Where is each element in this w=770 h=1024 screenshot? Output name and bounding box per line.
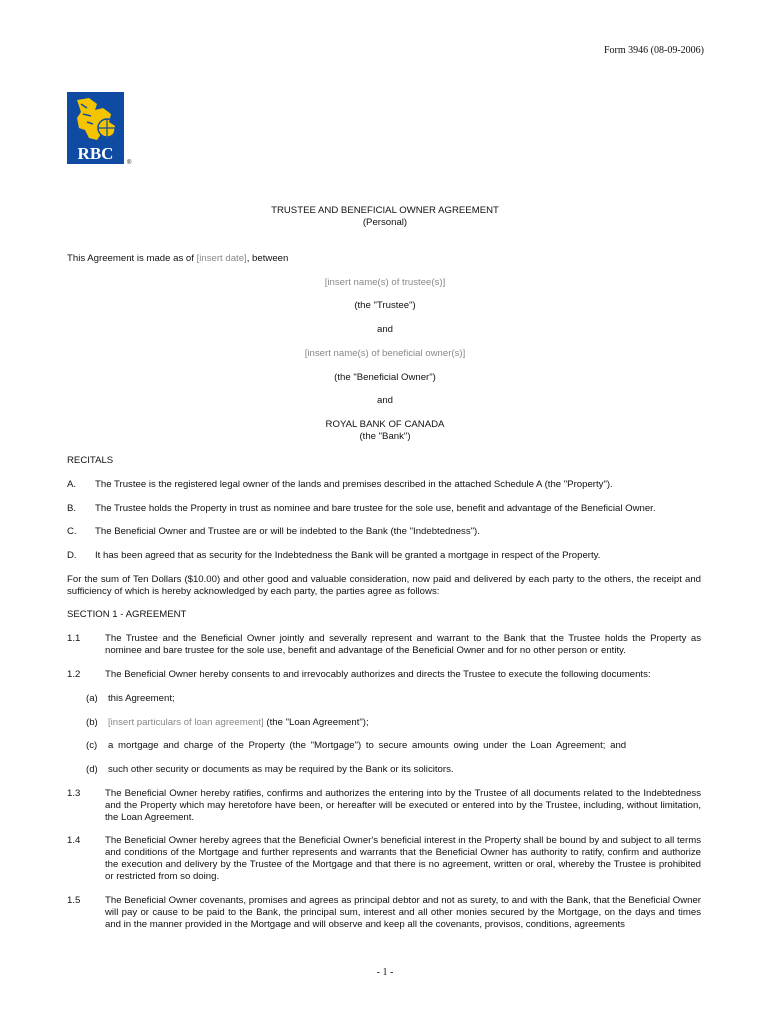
sub-d-label: (d) (86, 764, 98, 775)
sub-d-text: such other security or documents as may be required by the Bank or its solicitors. (108, 764, 454, 775)
rbc-lion-shield-icon (67, 92, 133, 170)
registered-mark: ® (127, 160, 132, 166)
section-1-heading: SECTION 1 - AGREEMENT (67, 609, 187, 620)
bank-name: ROYAL BANK OF CANADA (325, 419, 445, 430)
agreement-title (0, 205, 770, 229)
clause-1-1-number: 1.1 (67, 633, 81, 644)
page-number: - 1 - (376, 967, 394, 978)
title-line-2: (Personal) (362, 217, 408, 228)
recital-c-letter: C. (67, 526, 77, 537)
recital-a-text: The Trustee is the registered legal owner of the lands and premises described in the attached Schedule A (the "Property"). (95, 479, 613, 490)
trustee-label: (the "Trustee") (354, 300, 416, 311)
trustee-placeholder: [insert name(s) of trustee(s)] (324, 277, 446, 288)
rbc-logo (67, 92, 133, 170)
clause-1-2-text: The Beneficial Owner hereby consents to and irrevocably authorizes and directs the Trustee to execute the following documents: (105, 669, 651, 680)
clause-1-3-number: 1.3 (67, 788, 81, 799)
form-number: Form 3946 (08-09-2006) (604, 45, 704, 56)
sub-a-text: this Agreement; (108, 693, 175, 704)
and-1: and (376, 324, 393, 335)
intro-suffix: , between (246, 253, 289, 264)
owner-label: (the "Beneficial Owner") (334, 372, 436, 383)
clause-1-4-number: 1.4 (67, 835, 81, 846)
bank-block (0, 419, 770, 443)
title-line-1: TRUSTEE AND BENEFICIAL OWNER AGREEMENT (271, 205, 499, 216)
clause-1-2-number: 1.2 (67, 669, 81, 680)
sub-a-label: (a) (86, 693, 98, 704)
sub-c-text: a mortgage and charge of the Property (the "Mortgage") to secure amounts owing under the Loan Agreement; and (108, 740, 627, 751)
recital-b-text: The Trustee holds the Property in trust as nominee and bare trustee for the sole use, benefit and advantage of the Beneficial Owner. (95, 503, 656, 514)
sub-b-line (108, 717, 369, 729)
recital-c-text: The Beneficial Owner and Trustee are or will be indebted to the Bank (the "Indebtedness"). (95, 526, 480, 537)
bank-label: (the "Bank") (359, 431, 411, 442)
sub-b-label: (b) (86, 717, 98, 728)
clause-1-1-text: The Trustee and the Beneficial Owner jointly and severally represent and warrant to the Bank that the Trustee holds the Property as nominee and bare trustee for the sole use, benefit and advantage of the Beneficial Owner and for no other person or entity. (105, 633, 701, 656)
consideration-paragraph: For the sum of Ten Dollars ($10.00) and other good and valuable consideration, now paid and delivered by each party to the others, the receipt and sufficiency of which is hereby acknowledged by each party, the parties agree as follows: (67, 574, 701, 597)
intro-prefix: This Agreement is made as of (67, 253, 197, 264)
logo-text: RBC (77, 144, 114, 163)
clause-1-5-number: 1.5 (67, 895, 81, 906)
owner-placeholder: [insert name(s) of beneficial owner(s)] (304, 348, 466, 359)
sub-c-label: (c) (86, 740, 98, 751)
recitals-heading: RECITALS (67, 455, 114, 466)
recital-a-letter: A. (67, 479, 77, 490)
loan-agreement-placeholder: [insert particulars of loan agreement] (108, 717, 264, 728)
clause-1-5-text: The Beneficial Owner covenants, promises and agrees as principal debtor and not as surety, to and with the Bank, that the Beneficial Owner will pay or cause to be paid to the Bank, the principal sum, interest and all other monies secured by the Mortgage, on the days and times and in the manner provided in the Mortgage and will observe and keep all the covenants, provisos, conditions, agreements (105, 895, 701, 930)
intro-line (67, 253, 288, 265)
clause-1-3-text: The Beneficial Owner hereby ratifies, confirms and authorizes the entering into by the Trustee of all documents related to the Indebtedness and the Property which may heretofore have been, or hereafter will be executed or entered into by the Trustee, including, without limitation, the Loan Agreement. (105, 788, 701, 823)
recital-d-text: It has been agreed that as security for the Indebtedness the Bank will be granted a mortgage in respect of the Property. (95, 550, 601, 561)
date-placeholder: [insert date] (196, 253, 247, 264)
recital-d-letter: D. (67, 550, 77, 561)
recital-b-letter: B. (67, 503, 77, 514)
and-2: and (376, 395, 393, 406)
sub-b-text: (the "Loan Agreement"); (263, 717, 369, 728)
clause-1-4-text: The Beneficial Owner hereby agrees that the Beneficial Owner's beneficial interest in the Property shall be bound by and subject to all terms and conditions of the Mortgage and further represents and warrants that the Beneficial Owner has authority to ratify, confirm and authorize the execution and delivery by the Trustee of the Mortgage and that there is no agreement, written or oral, whereby the Trustee is prohibited or restricted from so doing. (105, 835, 701, 882)
